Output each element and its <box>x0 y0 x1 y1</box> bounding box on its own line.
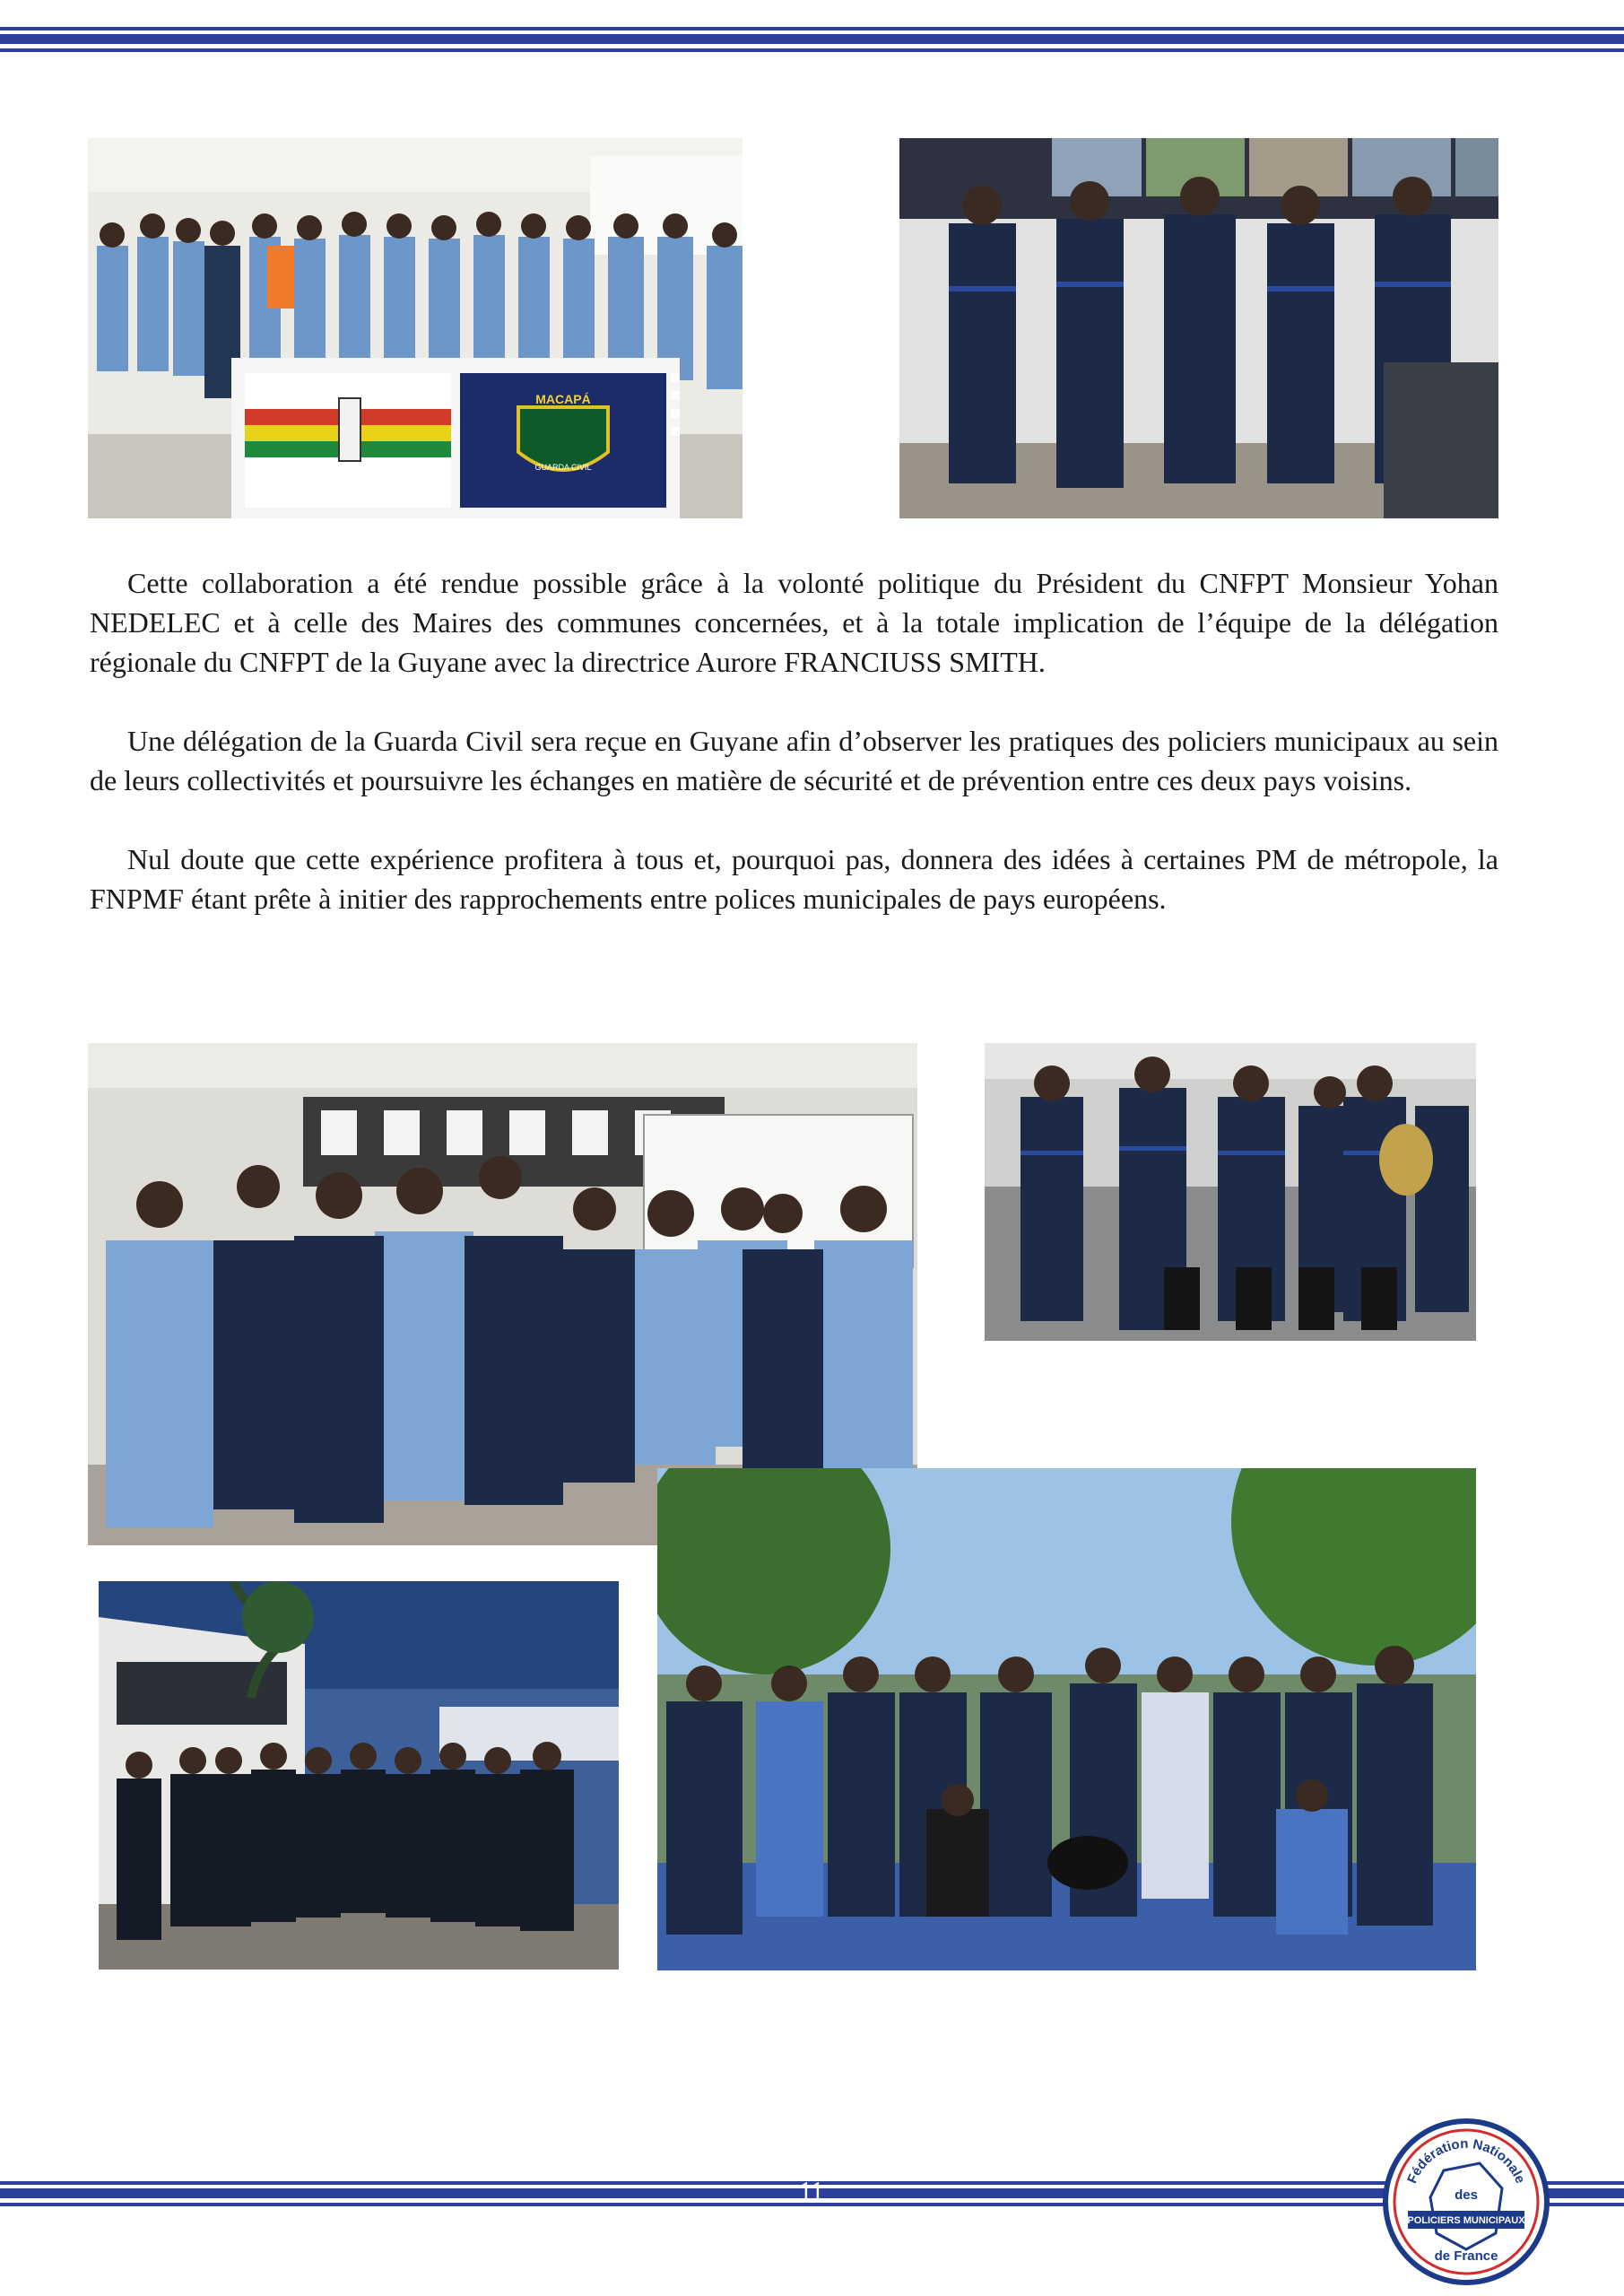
paragraph-2: Une délégation de la Guarda Civil sera reçue en Guyane afin d’observer les pratiques des policiers municipaux au sein de leurs collectivités et poursuivre les échanges en matière de sécurité et de prévention entre ces deux pays voisins. <box>90 725 1498 796</box>
article-body-text <box>90 563 1498 958</box>
page-number: 11 <box>799 2178 824 2205</box>
photo-monitoring-room-officers <box>899 138 1498 518</box>
photo-guarda-civil-group-with-flags <box>88 138 743 518</box>
top-border-stripes <box>0 27 1624 63</box>
seal-line-3: POLICIERS MUNICIPAUX <box>1407 2215 1525 2226</box>
photo-officers-in-hall <box>985 1043 1476 1341</box>
photo-night-group-by-bus <box>99 1581 619 1970</box>
seal-line-4: de France <box>1434 2248 1498 2264</box>
photo-outdoor-group-with-dog <box>657 1468 1476 1970</box>
paragraph-3: Nul doute que cette expérience profitera à tous et, pourquoi pas, donnera des idées à certaines PM de métropole, la FNPMF étant prête à initier des rapprochements entre polices municipales de pays européens. <box>90 843 1498 915</box>
photo1-flag-subtext: GUARDA CIVIL <box>534 463 592 472</box>
seal-line-1: Fédération Nationale <box>1404 2135 1528 2187</box>
paragraph-1: Cette collaboration a été rendue possible grâce à la volonté politique du Président du CNFPT Monsieur Yohan NEDELEC et à celle des Maires des communes concernées, et à la totale implication de l’équipe de la délégation régionale du CNFPT de la Guyane avec la directrice Aurore FRANCIUSS SMITH. <box>90 567 1498 678</box>
federation-seal-logo <box>1381 2117 1551 2287</box>
seal-line-2: des <box>1455 2187 1478 2203</box>
photo1-flag-text: MACAPÁ <box>535 392 591 406</box>
